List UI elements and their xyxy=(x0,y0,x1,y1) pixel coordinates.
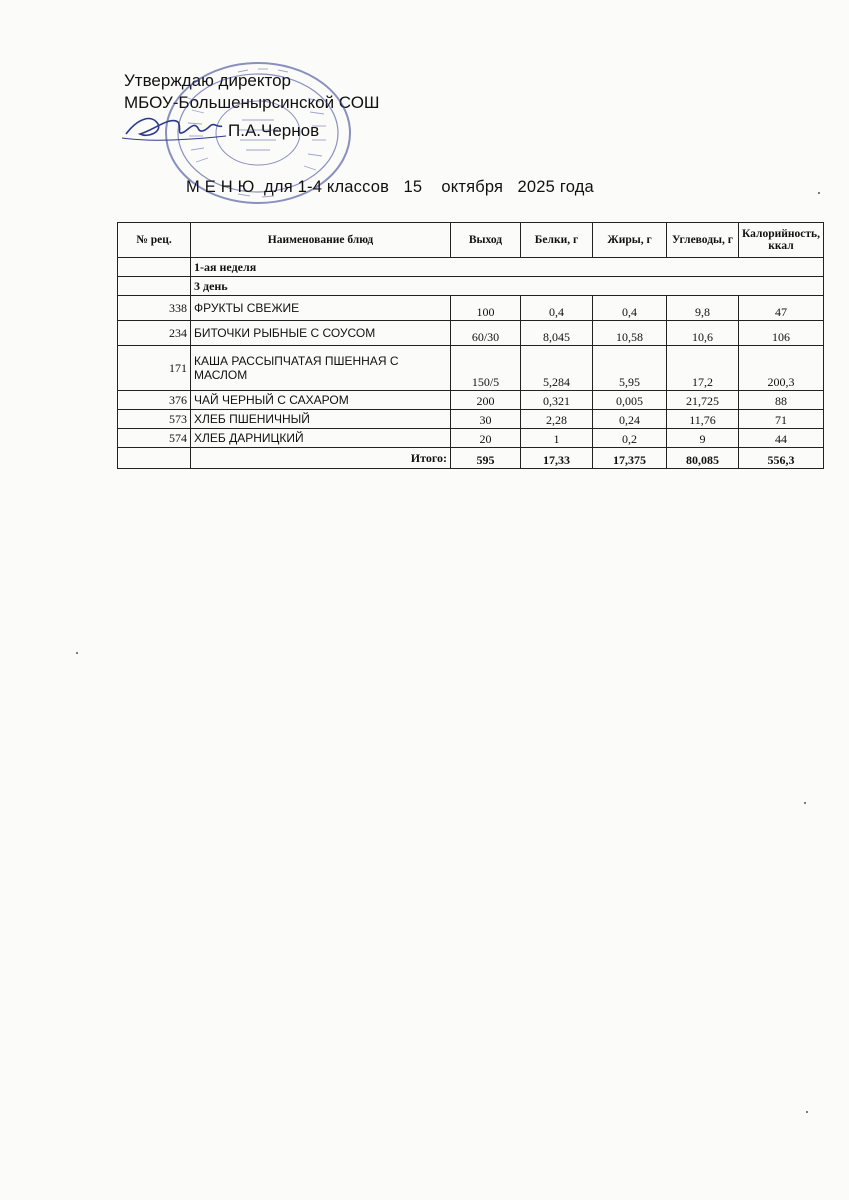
row-carbs: 21,725 xyxy=(667,391,739,410)
scan-speck xyxy=(806,1111,808,1113)
row-carbs: 11,76 xyxy=(667,410,739,429)
header-output: Выход xyxy=(451,223,521,258)
header-fat: Жиры, г xyxy=(593,223,667,258)
row-kcal: 47 xyxy=(739,296,824,321)
table-row xyxy=(118,296,824,321)
row-code: 573 xyxy=(118,410,191,429)
row-kcal: 200,3 xyxy=(739,346,824,391)
row-name: ЧАЙ ЧЕРНЫЙ С САХАРОМ xyxy=(191,391,451,410)
row-protein: 0,4 xyxy=(521,296,593,321)
table-row xyxy=(118,410,824,429)
row-fat: 0,2 xyxy=(593,429,667,448)
scan-speck xyxy=(818,192,820,194)
approval-title: Утверждаю директор xyxy=(124,71,292,90)
day-label: 3 день xyxy=(191,277,824,296)
row-fat: 0,005 xyxy=(593,391,667,410)
table-row xyxy=(118,321,824,346)
scan-speck xyxy=(804,802,806,804)
header-code: № рец. xyxy=(118,223,191,258)
row-protein: 5,284 xyxy=(521,346,593,391)
approval-director-name: П.А.Чернов xyxy=(228,121,320,140)
row-name: ХЛЕБ ПШЕНИЧНЫЙ xyxy=(191,410,451,429)
row-fat: 0,24 xyxy=(593,410,667,429)
row-protein: 0,321 xyxy=(521,391,593,410)
row-carbs: 9,8 xyxy=(667,296,739,321)
approval-school: МБОУ-Большенырсинской СОШ xyxy=(124,93,380,112)
menu-title: М Е Н Ю для 1-4 классов 15 октября 2025 года xyxy=(186,178,594,196)
row-code: 171 xyxy=(118,346,191,391)
row-name: БИТОЧКИ РЫБНЫЕ С СОУСОМ xyxy=(191,321,451,346)
day-row xyxy=(118,277,824,296)
row-name: КАША РАССЫПЧАТАЯ ПШЕННАЯ С МАСЛОМ xyxy=(191,346,451,391)
director-signature xyxy=(118,108,228,148)
week-row xyxy=(118,258,824,277)
table-header-row xyxy=(118,223,824,258)
row-output: 200 xyxy=(451,391,521,410)
header-name: Наименование блюд xyxy=(191,223,451,258)
row-fat: 0,4 xyxy=(593,296,667,321)
row-code: 234 xyxy=(118,321,191,346)
row-output: 150/5 xyxy=(451,346,521,391)
total-label: Итого: xyxy=(191,448,451,469)
header-kcal: Калорийность, ккал xyxy=(739,223,824,258)
row-fat: 10,58 xyxy=(593,321,667,346)
row-kcal: 71 xyxy=(739,410,824,429)
row-carbs: 17,2 xyxy=(667,346,739,391)
total-kcal: 556,3 xyxy=(739,448,824,469)
row-fat: 5,95 xyxy=(593,346,667,391)
row-output: 100 xyxy=(451,296,521,321)
total-row xyxy=(118,448,824,469)
row-output: 30 xyxy=(451,410,521,429)
row-protein: 8,045 xyxy=(521,321,593,346)
row-protein: 1 xyxy=(521,429,593,448)
table-row xyxy=(118,429,824,448)
row-kcal: 44 xyxy=(739,429,824,448)
row-output: 20 xyxy=(451,429,521,448)
row-carbs: 9 xyxy=(667,429,739,448)
header-protein: Белки, г xyxy=(521,223,593,258)
table-row xyxy=(118,346,824,391)
row-carbs: 10,6 xyxy=(667,321,739,346)
row-name: ФРУКТЫ СВЕЖИЕ xyxy=(191,296,451,321)
total-carbs: 80,085 xyxy=(667,448,739,469)
total-fat: 17,375 xyxy=(593,448,667,469)
table-row xyxy=(118,391,824,410)
week-label: 1-ая неделя xyxy=(191,258,824,277)
row-name: ХЛЕБ ДАРНИЦКИЙ xyxy=(191,429,451,448)
row-code: 338 xyxy=(118,296,191,321)
row-protein: 2,28 xyxy=(521,410,593,429)
total-protein: 17,33 xyxy=(521,448,593,469)
total-output: 595 xyxy=(451,448,521,469)
row-code: 574 xyxy=(118,429,191,448)
scan-speck xyxy=(76,652,78,654)
menu-table xyxy=(117,222,824,469)
row-output: 60/30 xyxy=(451,321,521,346)
header-carbs: Углеводы, г xyxy=(667,223,739,258)
row-kcal: 88 xyxy=(739,391,824,410)
row-kcal: 106 xyxy=(739,321,824,346)
row-code: 376 xyxy=(118,391,191,410)
